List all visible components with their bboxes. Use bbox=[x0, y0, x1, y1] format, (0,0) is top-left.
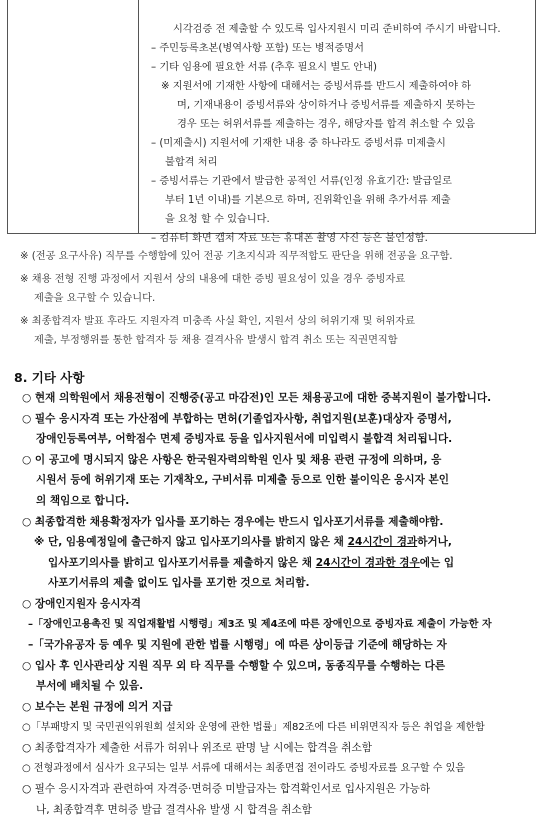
bullet-line: ○ 현재 의학원에서 채용전형이 진행중(공고 마감전)인 모든 채용공고에 대한 중복지원이 불가합니다. bbox=[22, 392, 492, 404]
note bbox=[20, 312, 540, 350]
bullet-line: ○ 전형과정에서 심사가 요구되는 일부 서류에 대해서는 최종면접 전이라도 증빙자료를 요구할 수 있음 bbox=[22, 762, 465, 774]
text-run: 에는 입 bbox=[419, 556, 455, 569]
table-line: ※ 지원서에 기재한 사항에 대해서는 증빙서류를 반드시 제출하여야 하 bbox=[161, 81, 471, 92]
notes-block bbox=[20, 247, 540, 354]
bullet-line: ○ 보수는 본원 규정에 의거 지급 bbox=[22, 700, 173, 713]
note-line: ※ 채용 전형 진행 과정에서 지원서 상의 내용에 대한 증빙 필요성이 있을 경우 증빙자료 bbox=[20, 274, 406, 285]
note-line: ※ (전공 요구사유) 직무를 수행함에 있어 전공 기초지식과 직무적합도 판단을 위해 전공을 요구함. bbox=[20, 251, 453, 262]
bullet-line: ○ 최종합격한 채용확정자가 입사를 포기하는 경우에는 반드시 입사포기서류를 제출해야함. bbox=[22, 515, 444, 528]
table-line: 경우 또는 허위서류를 제출하는 경우, 해당자를 합격 취소할 수 있음 bbox=[177, 119, 476, 130]
table-cell bbox=[147, 20, 532, 248]
table-line: 며, 기재내용이 증빙서류와 상이하거나 증빙서류를 제출하지 못하는 bbox=[177, 100, 476, 111]
note bbox=[20, 270, 540, 308]
table-line: – 주민등록초본(병역사항 포함) 또는 병적증명서 bbox=[151, 43, 364, 54]
table-line: – 증빙서류는 기관에서 발급한 공적인 서류(인정 유효기간: 발급일로 bbox=[151, 176, 452, 187]
table-line: 불합격 처리 bbox=[165, 157, 218, 168]
bullet-line: 시원서 등에 허위기재 또는 기재착오, 구비서류 미제출 등으로 인한 불이익은 응시자 본인 bbox=[36, 474, 449, 487]
bullet-line: ○ 입사 후 인사관리상 지원 직무 외 타 직무를 수행할 수 있으며, 동종직무를 수행하는 다른 bbox=[22, 659, 446, 672]
table-line: 시각검증 전 제출할 수 있도록 입사지원시 미리 준비하여 주시기 바랍니다. bbox=[173, 24, 501, 35]
underlined-text: 24시간이 경과한 경우 bbox=[315, 556, 420, 569]
table-line: – (미제출시) 지원서에 기재한 내용 중 하나라도 증빙서류 미제출시 bbox=[151, 138, 446, 149]
bullet-line: –「국가유공자 등 예우 및 지원에 관한 법률 시행령」에 따른 상이등급 기준에 해당하는 자 bbox=[28, 639, 447, 652]
bullet-line: ○「부패방지 및 국민권익위원회 설치와 운영에 관한 법률」제82조에 다른 비위면직자 등은 취업을 제한함 bbox=[22, 721, 485, 733]
text-run: 입사포기의사를 밝히고 입사포기서류를 제출하지 않은 채 bbox=[48, 556, 316, 569]
bullet-line: 부서에 배치될 수 있음. bbox=[36, 680, 144, 693]
bullet-line: ○ 필수 응시자격 또는 가산점에 부합하는 면허(기졸업자사항, 취업지원(보훈)대상자 증명서, bbox=[22, 412, 452, 425]
note-line: ※ 최종합격자 발표 후라도 지원자격 미충족 사실 확인, 지원서 상의 허위기재 및 허위자료 bbox=[20, 316, 416, 327]
text-run: ※ 단, 임용예정일에 출근하지 않고 입사포기의사를 밝히지 않은 채 bbox=[34, 536, 348, 549]
section-body bbox=[22, 388, 538, 820]
requirements-table bbox=[7, 0, 536, 244]
bullet-line bbox=[22, 553, 538, 574]
bullet-line: ○ 이 공고에 명시되지 않은 사항은 한국원자력의학원 인사 및 채용 관련 규정에 의하며, 응 bbox=[22, 453, 442, 466]
note-line: 제출, 부정행위를 통한 합격자 등 채용 결격사유 발생시 합격 취소 또는 직권면직함 bbox=[34, 335, 398, 346]
bullet-line: ○ 필수 응시자격과 관련하여 자격증·면허증 미발급자는 합격확인서로 입사지원은 가능하 bbox=[22, 783, 430, 796]
note-line: 제출을 요구할 수 있습니다. bbox=[34, 293, 156, 304]
bullet-line: 사포기서류의 제출 없이도 입사를 포기한 것으로 처리함. bbox=[48, 577, 310, 590]
bullet-line: 나, 최종합격후 면허증 발급 결격사유 발생 시 합격을 취소함 bbox=[36, 803, 312, 816]
table-divider bbox=[138, 0, 139, 233]
table-line: – 컴퓨터 화면 캡처 자료 또는 휴대폰 촬영 사진 등은 불인정함. bbox=[151, 233, 428, 244]
note bbox=[20, 247, 540, 266]
bullet-line: 장애인등록여부, 어학점수 면제 증빙자료 등을 입사지원서에 미입력시 불합격 처리됩니다. bbox=[36, 433, 453, 446]
table-line: 을 요청 할 수 있습니다. bbox=[165, 214, 270, 225]
underlined-text: 24시간이 경과 bbox=[347, 536, 418, 549]
bullet-line: –「장애인고용촉진 및 직업재활법 시행령」제3조 및 제4조에 따른 장애인으로 증빙자료 제출이 가능한 자 bbox=[28, 618, 492, 630]
section-title: 8. 기타 사항 bbox=[14, 370, 85, 385]
table-line: 부터 1년 이내)를 기본으로 하며, 진위확인을 위해 추가서류 제출 bbox=[165, 195, 451, 206]
bullet-line: ○ 장애인지원자 응시자격 bbox=[22, 597, 141, 610]
table-line: – 기타 임용에 필요한 서류 (추후 필요시 별도 안내) bbox=[151, 62, 377, 73]
text-run: 하거나, bbox=[417, 536, 452, 549]
bullet-line bbox=[22, 532, 538, 553]
bullet-line: 의 책임으로 합니다. bbox=[36, 494, 130, 507]
bullet-line: ○ 최종합격자가 제출한 서류가 허위나 위조로 판명 날 시에는 합격을 취소함 bbox=[22, 742, 372, 755]
